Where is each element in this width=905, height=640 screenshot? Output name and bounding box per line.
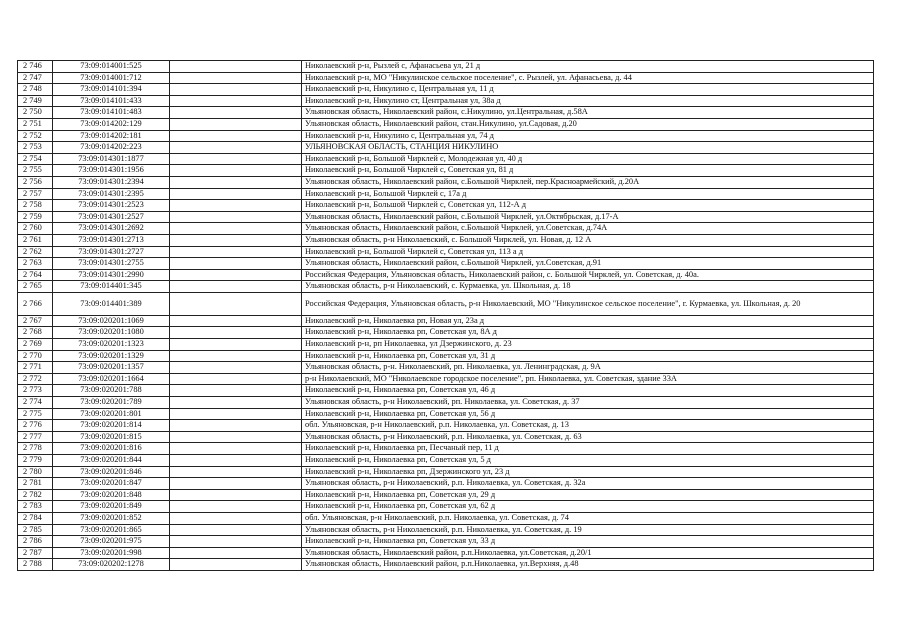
address-cell: Николаевский р-н, Николаевка рп, Советская ул, 5 д — [302, 455, 874, 467]
row-number-cell: 2 785 — [18, 524, 53, 536]
address-cell: Ульяновская область, р-н. Николаевский, рп. Николаевка, ул. Ленинградская, д. 9А — [302, 362, 874, 374]
cadastral-number-cell: 73:09:014301:2692 — [53, 223, 170, 235]
address-cell: Ульяновская область, Николаевский район, с.Большой Чирклей, пер.Красноармейский, д.20А — [302, 176, 874, 188]
cadastral-number-cell: 73:09:014301:2755 — [53, 258, 170, 270]
row-number-cell: 2 763 — [18, 258, 53, 270]
row-number-cell: 2 770 — [18, 350, 53, 362]
address-cell: Николаевский р-н, Большой Чирклей с, Молодежная ул, 40 д — [302, 153, 874, 165]
address-cell: Российская Федерация, Ульяновская область, р-н Николаевский, МО "Никулинское сельское поселение", г. Курмаевка, ул. Школьная, д. 20 — [302, 292, 874, 315]
empty-cell — [170, 478, 302, 490]
address-cell: УЛЬЯНОВСКАЯ ОБЛАСТЬ, СТАНЦИЯ НИКУЛИНО — [302, 142, 874, 154]
row-number-cell: 2 762 — [18, 246, 53, 258]
cadastral-number-cell: 73:09:014301:2523 — [53, 200, 170, 212]
table-row — [18, 258, 874, 270]
table-row — [18, 281, 874, 293]
empty-cell — [170, 200, 302, 212]
row-number-cell: 2 751 — [18, 118, 53, 130]
cadastral-number-cell: 73:09:014101:483 — [53, 107, 170, 119]
table-row — [18, 292, 874, 315]
table-row — [18, 72, 874, 84]
address-cell: Ульяновская область, р-н Николаевский, р.п. Николаевка, ул. Советская, д. 63 — [302, 431, 874, 443]
row-number-cell: 2 771 — [18, 362, 53, 374]
empty-cell — [170, 211, 302, 223]
cadastral-number-cell: 73:09:020201:844 — [53, 455, 170, 467]
table-row — [18, 559, 874, 571]
table-row — [18, 524, 874, 536]
empty-cell — [170, 84, 302, 96]
cadastral-number-cell: 73:09:020201:1069 — [53, 315, 170, 327]
empty-cell — [170, 234, 302, 246]
empty-cell — [170, 72, 302, 84]
table-row — [18, 327, 874, 339]
address-cell: Ульяновская область, р-н Николаевский, с. Большой Чирклей, ул. Новая, д. 12 А — [302, 234, 874, 246]
table-row — [18, 397, 874, 409]
empty-cell — [170, 142, 302, 154]
row-number-cell: 2 747 — [18, 72, 53, 84]
empty-cell — [170, 501, 302, 513]
empty-cell — [170, 431, 302, 443]
address-cell: Ульяновская область, Николаевский район, стан.Никулино, ул.Садовая, д.20 — [302, 118, 874, 130]
address-cell: Николаевский р-н, Большой Чирклей с, Советская ул, 81 д — [302, 165, 874, 177]
cadastral-number-cell: 73:09:014202:181 — [53, 130, 170, 142]
empty-cell — [170, 327, 302, 339]
row-number-cell: 2 774 — [18, 397, 53, 409]
table-row — [18, 142, 874, 154]
cadastral-number-cell: 73:09:020201:1357 — [53, 362, 170, 374]
address-cell: Николаевский р-н, Никулино с, Центральная ул, 11 д — [302, 84, 874, 96]
row-number-cell: 2 760 — [18, 223, 53, 235]
row-number-cell: 2 782 — [18, 489, 53, 501]
empty-cell — [170, 350, 302, 362]
table-row — [18, 466, 874, 478]
row-number-cell: 2 778 — [18, 443, 53, 455]
cadastral-number-cell: 73:09:020201:814 — [53, 420, 170, 432]
row-number-cell: 2 753 — [18, 142, 53, 154]
empty-cell — [170, 420, 302, 432]
cadastral-number-cell: 73:09:014401:345 — [53, 281, 170, 293]
table-row — [18, 339, 874, 351]
row-number-cell: 2 757 — [18, 188, 53, 200]
table-row — [18, 188, 874, 200]
cadastral-number-cell: 73:09:020201:1323 — [53, 339, 170, 351]
table-row — [18, 362, 874, 374]
cadastral-number-cell: 73:09:014301:2727 — [53, 246, 170, 258]
empty-cell — [170, 188, 302, 200]
row-number-cell: 2 775 — [18, 408, 53, 420]
cadastral-number-cell: 73:09:020201:789 — [53, 397, 170, 409]
empty-cell — [170, 536, 302, 548]
cadastral-number-cell: 73:09:020201:1664 — [53, 373, 170, 385]
empty-cell — [170, 292, 302, 315]
address-cell: Николаевский р-н, рп Николаевка, ул Дзержинского, д. 23 — [302, 339, 874, 351]
row-number-cell: 2 780 — [18, 466, 53, 478]
address-cell: Ульяновская область, Николаевский район, с.Большой Чирклей, ул.Советская, д.91 — [302, 258, 874, 270]
empty-cell — [170, 455, 302, 467]
row-number-cell: 2 788 — [18, 559, 53, 571]
address-cell: Николаевский р-н, Большой Чирклей с, 17а д — [302, 188, 874, 200]
address-cell: Николаевский р-н, Николаевка рп, Советская ул, 56 д — [302, 408, 874, 420]
cadastral-number-cell: 73:09:020201:848 — [53, 489, 170, 501]
empty-cell — [170, 489, 302, 501]
row-number-cell: 2 764 — [18, 269, 53, 281]
table-row — [18, 547, 874, 559]
empty-cell — [170, 443, 302, 455]
row-number-cell: 2 750 — [18, 107, 53, 119]
empty-cell — [170, 61, 302, 73]
table-row — [18, 153, 874, 165]
empty-cell — [170, 547, 302, 559]
empty-cell — [170, 95, 302, 107]
empty-cell — [170, 408, 302, 420]
address-cell: Николаевский р-н, Никулино с, Центральная ул, 74 д — [302, 130, 874, 142]
cadastral-number-cell: 73:09:020201:816 — [53, 443, 170, 455]
row-number-cell: 2 748 — [18, 84, 53, 96]
row-number-cell: 2 779 — [18, 455, 53, 467]
cadastral-number-cell: 73:09:020201:849 — [53, 501, 170, 513]
row-number-cell: 2 765 — [18, 281, 53, 293]
row-number-cell: 2 773 — [18, 385, 53, 397]
empty-cell — [170, 397, 302, 409]
row-number-cell: 2 784 — [18, 512, 53, 524]
address-cell: Николаевский р-н, Николаевка рп, Песчаный пер, 11 д — [302, 443, 874, 455]
table-row — [18, 536, 874, 548]
empty-cell — [170, 176, 302, 188]
row-number-cell: 2 777 — [18, 431, 53, 443]
empty-cell — [170, 269, 302, 281]
address-cell: Российская Федерация, Ульяновская область, Николаевский район, с. Большой Чирклей, ул. Советская, д. 40а. — [302, 269, 874, 281]
row-number-cell: 2 786 — [18, 536, 53, 548]
address-cell: Ульяновская область, Николаевский район, с.Большой Чирклей, ул.Советская, д.74А — [302, 223, 874, 235]
cadastral-number-cell: 73:09:014301:1877 — [53, 153, 170, 165]
table-row — [18, 385, 874, 397]
registry-table-container — [17, 60, 874, 571]
address-cell: Николаевский р-н, Николаевка рп, Советская ул, 8А д — [302, 327, 874, 339]
table-body — [18, 61, 874, 571]
table-row — [18, 431, 874, 443]
table-row — [18, 234, 874, 246]
table-row — [18, 501, 874, 513]
row-number-cell: 2 781 — [18, 478, 53, 490]
empty-cell — [170, 362, 302, 374]
cadastral-number-cell: 73:09:014401:389 — [53, 292, 170, 315]
cadastral-number-cell: 73:09:014001:525 — [53, 61, 170, 73]
cadastral-number-cell: 73:09:014301:1956 — [53, 165, 170, 177]
table-row — [18, 84, 874, 96]
row-number-cell: 2 787 — [18, 547, 53, 559]
cadastral-number-cell: 73:09:014301:2990 — [53, 269, 170, 281]
address-cell: Ульяновская область, р-н Николаевский, рп. Николаевка, ул. Советская, д. 37 — [302, 397, 874, 409]
cadastral-number-cell: 73:09:014301:2527 — [53, 211, 170, 223]
address-cell: Ульяновская область, р-н Николаевский, с. Курмаевка, ул. Школьная, д. 18 — [302, 281, 874, 293]
table-row — [18, 200, 874, 212]
table-row — [18, 455, 874, 467]
row-number-cell: 2 754 — [18, 153, 53, 165]
row-number-cell: 2 752 — [18, 130, 53, 142]
empty-cell — [170, 385, 302, 397]
table-row — [18, 478, 874, 490]
cadastral-number-cell: 73:09:020201:788 — [53, 385, 170, 397]
row-number-cell: 2 756 — [18, 176, 53, 188]
cadastral-number-cell: 73:09:014101:394 — [53, 84, 170, 96]
table-row — [18, 176, 874, 188]
row-number-cell: 2 772 — [18, 373, 53, 385]
table-row — [18, 512, 874, 524]
cadastral-number-cell: 73:09:014301:2395 — [53, 188, 170, 200]
address-cell: обл. Ульяновская, р-н Николаевский, р.п. Николаевка, ул. Советская, д. 74 — [302, 512, 874, 524]
cadastral-number-cell: 73:09:014301:2713 — [53, 234, 170, 246]
table-row — [18, 489, 874, 501]
row-number-cell: 2 758 — [18, 200, 53, 212]
address-cell: Николаевский р-н, Николаевка рп, Советская ул, 46 д — [302, 385, 874, 397]
cadastral-number-cell: 73:09:020201:801 — [53, 408, 170, 420]
table-row — [18, 107, 874, 119]
empty-cell — [170, 281, 302, 293]
table-row — [18, 315, 874, 327]
address-cell: Ульяновская область, р-н Николаевский, р.п. Николаевка, ул. Советская, д. 32а — [302, 478, 874, 490]
empty-cell — [170, 246, 302, 258]
address-cell: Николаевский р-н, Николаевка рп, Дзержинского ул, 23 д — [302, 466, 874, 478]
empty-cell — [170, 107, 302, 119]
empty-cell — [170, 258, 302, 270]
row-number-cell: 2 768 — [18, 327, 53, 339]
table-row — [18, 408, 874, 420]
row-number-cell: 2 759 — [18, 211, 53, 223]
table-row — [18, 118, 874, 130]
empty-cell — [170, 153, 302, 165]
address-cell: р-н Николаевский, МО "Николаевское городское поселение", рп. Николаевка, ул. Советская, здание 33А — [302, 373, 874, 385]
row-number-cell: 2 776 — [18, 420, 53, 432]
cadastral-number-cell: 73:09:020201:1080 — [53, 327, 170, 339]
table-row — [18, 246, 874, 258]
cadastral-number-cell: 73:09:014301:2394 — [53, 176, 170, 188]
empty-cell — [170, 559, 302, 571]
cadastral-number-cell: 73:09:014202:223 — [53, 142, 170, 154]
table-row — [18, 350, 874, 362]
table-row — [18, 211, 874, 223]
row-number-cell: 2 766 — [18, 292, 53, 315]
address-cell: Николаевский р-н, Николаевка рп, Советская ул, 29 д — [302, 489, 874, 501]
cadastral-number-cell: 73:09:020201:815 — [53, 431, 170, 443]
empty-cell — [170, 315, 302, 327]
empty-cell — [170, 130, 302, 142]
row-number-cell: 2 769 — [18, 339, 53, 351]
cadastral-number-cell: 73:09:020201:998 — [53, 547, 170, 559]
table-row — [18, 130, 874, 142]
address-cell: Ульяновская область, Николаевский район, р.п.Николаевка, ул.Советская, д.20/1 — [302, 547, 874, 559]
cadastral-number-cell: 73:09:014202:129 — [53, 118, 170, 130]
table-row — [18, 269, 874, 281]
table-row — [18, 165, 874, 177]
address-cell: Ульяновская область, Николаевский район, с.Большой Чирклей, ул.Октябрьская, д.17-А — [302, 211, 874, 223]
address-cell: обл. Ульяновская, р-н Николаевский, р.п. Николаевка, ул. Советская, д. 13 — [302, 420, 874, 432]
table-row — [18, 443, 874, 455]
row-number-cell: 2 749 — [18, 95, 53, 107]
row-number-cell: 2 755 — [18, 165, 53, 177]
address-cell: Николаевский р-н, Большой Чирклей с, Советская ул, 112-А д — [302, 200, 874, 212]
address-cell: Ульяновская область, Николаевский район, р.п.Николаевка, ул.Верхняя, д.48 — [302, 559, 874, 571]
table-row — [18, 61, 874, 73]
table-row — [18, 223, 874, 235]
cadastral-number-cell: 73:09:020201:975 — [53, 536, 170, 548]
address-cell: Николаевский р-н, Николаевка рп, Советская ул, 62 д — [302, 501, 874, 513]
empty-cell — [170, 339, 302, 351]
cadastral-number-cell: 73:09:020202:1278 — [53, 559, 170, 571]
row-number-cell: 2 746 — [18, 61, 53, 73]
row-number-cell: 2 761 — [18, 234, 53, 246]
table-row — [18, 373, 874, 385]
address-cell: Ульяновская область, р-н Николаевский, р.п. Николаевка, ул. Советская, д. 19 — [302, 524, 874, 536]
empty-cell — [170, 373, 302, 385]
address-cell: Николаевский р-н, Николаевка рп, Советская ул, 31 д — [302, 350, 874, 362]
empty-cell — [170, 165, 302, 177]
table-row — [18, 420, 874, 432]
address-cell: Николаевский р-н, Николаевка рп, Новая ул, 23а д — [302, 315, 874, 327]
address-cell: Николаевский р-н, МО "Никулинское сельское поселение", с. Рызлей, ул. Афанасьева, д. 44 — [302, 72, 874, 84]
empty-cell — [170, 223, 302, 235]
cadastral-number-cell: 73:09:020201:846 — [53, 466, 170, 478]
cadastral-number-cell: 73:09:020201:847 — [53, 478, 170, 490]
cadastral-number-cell: 73:09:014101:433 — [53, 95, 170, 107]
address-cell: Ульяновская область, Николаевский район, с.Никулино, ул.Центральная, д.58А — [302, 107, 874, 119]
registry-table — [17, 60, 874, 571]
table-row — [18, 95, 874, 107]
address-cell: Николаевский р-н, Никулино ст, Центральная ул, 38а д — [302, 95, 874, 107]
empty-cell — [170, 118, 302, 130]
address-cell: Николаевский р-н, Большой Чирклей с, Советская ул, 113 а д — [302, 246, 874, 258]
empty-cell — [170, 524, 302, 536]
cadastral-number-cell: 73:09:020201:1329 — [53, 350, 170, 362]
address-cell: Николаевский р-н, Рызлей с, Афанасьева ул, 21 д — [302, 61, 874, 73]
address-cell: Николаевский р-н, Николаевка рп, Советская ул, 33 д — [302, 536, 874, 548]
cadastral-number-cell: 73:09:020201:852 — [53, 512, 170, 524]
empty-cell — [170, 466, 302, 478]
row-number-cell: 2 783 — [18, 501, 53, 513]
cadastral-number-cell: 73:09:014001:712 — [53, 72, 170, 84]
row-number-cell: 2 767 — [18, 315, 53, 327]
cadastral-number-cell: 73:09:020201:865 — [53, 524, 170, 536]
empty-cell — [170, 512, 302, 524]
